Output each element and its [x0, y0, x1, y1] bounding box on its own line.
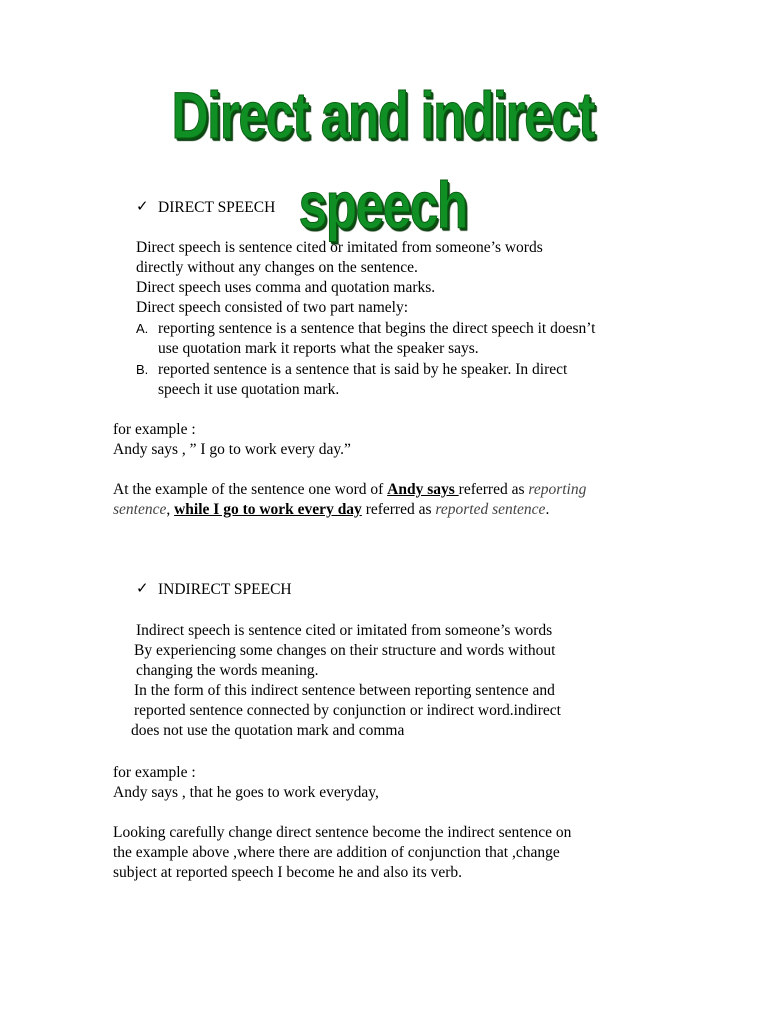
- conclusion-line: subject at reported speech I become he and also its verb.: [113, 864, 463, 881]
- explanation-line: sentence, while I go to work every day referred as reported sentence.: [113, 501, 550, 518]
- term-sentence: sentence: [113, 501, 167, 518]
- example-label: for example :: [113, 764, 196, 781]
- indirect-definition-line: changing the words meaning.: [136, 662, 319, 679]
- term-reporting: reporting: [528, 481, 587, 498]
- direct-definition-line: Direct speech is sentence cited or imitated from someone’s words: [136, 239, 543, 256]
- emphasis-reporting-part: Andy says: [387, 481, 459, 498]
- direct-definition-line: Direct speech consisted of two part namely:: [136, 299, 409, 316]
- direct-definition-line: directly without any changes on the sentence.: [136, 259, 418, 276]
- list-marker: B.: [136, 362, 149, 377]
- emphasis-reported-part: while I go to work every day: [174, 501, 362, 518]
- indirect-speech-heading: INDIRECT SPEECH: [158, 581, 292, 598]
- indirect-definition-line: does not use the quotation mark and comma: [131, 722, 405, 739]
- list-item-line: reporting sentence is a sentence that begins the direct speech it doesn’t: [158, 320, 596, 337]
- conclusion-line: Looking carefully change direct sentence become the indirect sentence on: [113, 824, 572, 841]
- indirect-definition-line: In the form of this indirect sentence between reporting sentence and: [134, 682, 555, 699]
- direct-speech-heading: DIRECT SPEECH: [158, 199, 276, 216]
- indirect-definition-line: reported sentence connected by conjunction or indirect word.indirect: [134, 702, 561, 719]
- list-item-line: use quotation mark it reports what the speaker says.: [158, 340, 479, 357]
- list-marker: A.: [136, 321, 149, 336]
- example-sentence: Andy says , that he goes to work everyday,: [113, 784, 379, 801]
- direct-definition-line: Direct speech uses comma and quotation marks.: [136, 279, 436, 296]
- example-sentence: Andy says , ” I go to work every day.”: [113, 441, 351, 458]
- checkmark-icon: ✓: [136, 581, 149, 597]
- checkmark-icon: ✓: [136, 199, 149, 215]
- indirect-definition-line: Indirect speech is sentence cited or imitated from someone’s words: [136, 622, 553, 639]
- conclusion-line: the example above ,where there are addition of conjunction that ,change: [113, 844, 560, 861]
- explanation-line: At the example of the sentence one word of Andy says referred as reporting: [113, 481, 587, 498]
- list-item-line: reported sentence is a sentence that is said by he speaker. In direct: [158, 361, 568, 378]
- term-reported-sentence: reported sentence: [435, 501, 546, 518]
- page-title: Direct and indirect speech: [171, 78, 594, 242]
- example-label: for example :: [113, 421, 196, 438]
- indirect-definition-line: By experiencing some changes on their structure and words without: [134, 642, 556, 659]
- list-item-line: speech it use quotation mark.: [158, 381, 340, 398]
